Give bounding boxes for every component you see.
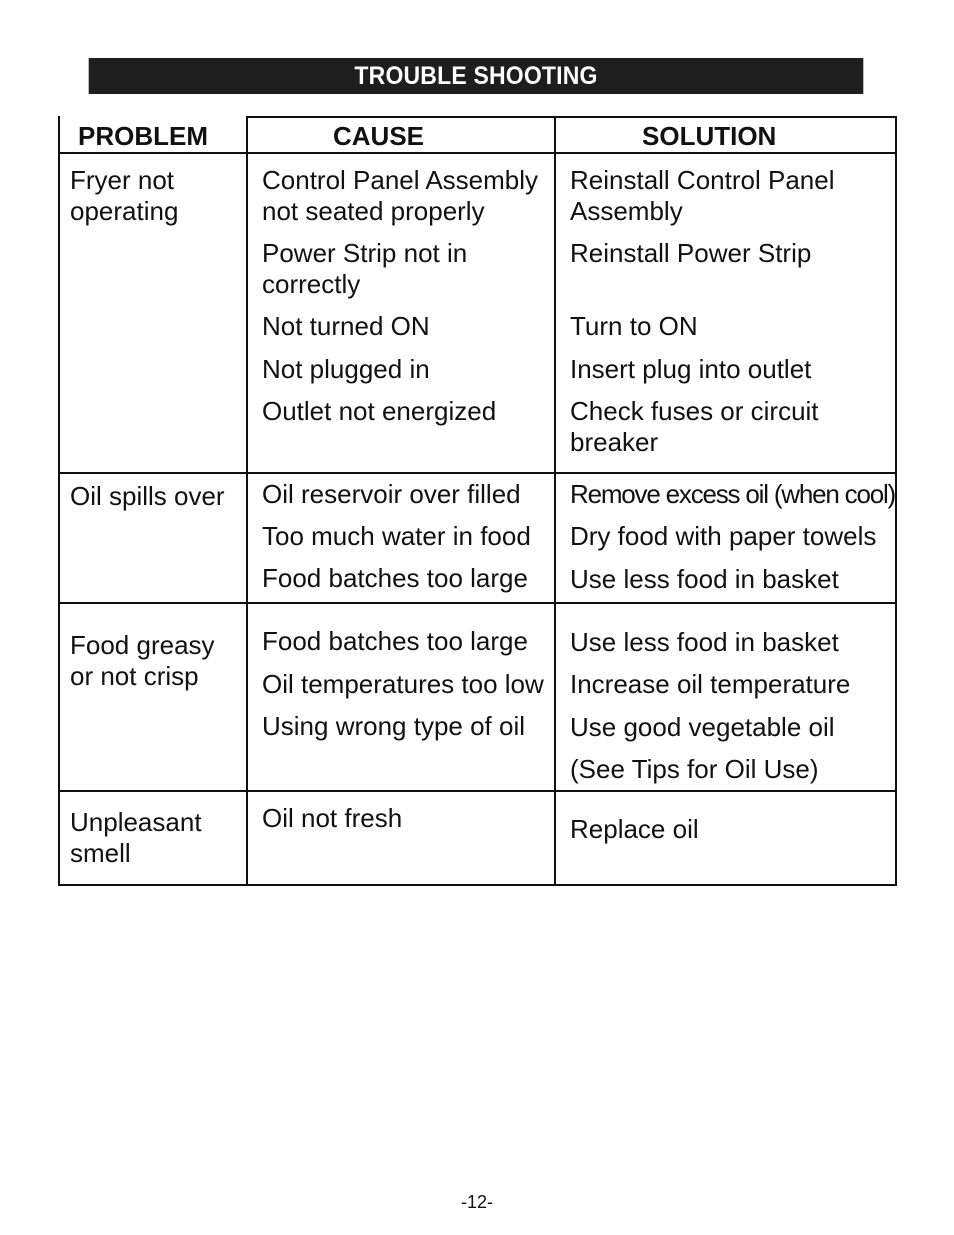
solution-text: Use less food in basket (570, 564, 839, 594)
row-divider-1 (58, 472, 897, 474)
column-divider-2 (554, 116, 556, 886)
cause-text: Power Strip not in correctly (262, 238, 468, 299)
column-divider-1 (246, 116, 248, 886)
solution-text: Replace oil (570, 814, 699, 844)
cause-text: Oil temperatures too low (262, 669, 544, 699)
solution-text: Use less food in basket (570, 627, 839, 657)
solution-text: (See Tips for Oil Use) (570, 754, 819, 784)
cause-text: Not turned ON (262, 311, 430, 341)
problem-text: Unpleasant smell (70, 807, 202, 868)
cause-text: Food batches too large (262, 563, 528, 593)
section-title: TROUBLE SHOOTING (89, 58, 864, 94)
cause-text: Outlet not energized (262, 396, 497, 426)
row-divider-2 (58, 602, 897, 604)
solution-text: Turn to ON (570, 311, 698, 341)
header-bottom-border (58, 152, 897, 154)
table-top-border (246, 116, 897, 118)
table-left-border (58, 116, 60, 886)
solution-text: Use good vegetable oil (570, 712, 835, 742)
cause-text: Too much water in food (262, 521, 531, 551)
header-solution: SOLUTION (642, 121, 777, 151)
solution-text: Reinstall Control Panel Assembly (570, 165, 835, 226)
cause-text: Food batches too large (262, 626, 528, 656)
problem-text: Oil spills over (70, 481, 225, 511)
table-bottom-border (58, 884, 897, 886)
solution-text: Insert plug into outlet (570, 354, 812, 384)
row-divider-3 (58, 790, 897, 792)
page-number: -12- (460, 1192, 493, 1212)
solution-text: Dry food with paper towels (570, 521, 877, 551)
problem-text: Fryer not operating (70, 165, 179, 226)
solution-text: Reinstall Power Strip (570, 238, 812, 268)
solution-text: Increase oil temperature (570, 669, 851, 699)
solution-text: Check fuses or circuit breaker (570, 396, 819, 457)
problem-text: Food greasy or not crisp (70, 630, 215, 691)
table-right-border (895, 116, 897, 886)
header-cause: CAUSE (333, 121, 425, 151)
cause-text: Oil reservoir over filled (262, 479, 521, 509)
header-problem: PROBLEM (78, 121, 208, 151)
cause-text: Control Panel Assembly not seated properly (262, 165, 539, 226)
solution-text: Remove excess oil (when cool) (570, 479, 896, 509)
cause-text: Not plugged in (262, 354, 430, 384)
cause-text: Using wrong type of oil (262, 711, 526, 741)
cause-text: Oil not fresh (262, 803, 403, 833)
